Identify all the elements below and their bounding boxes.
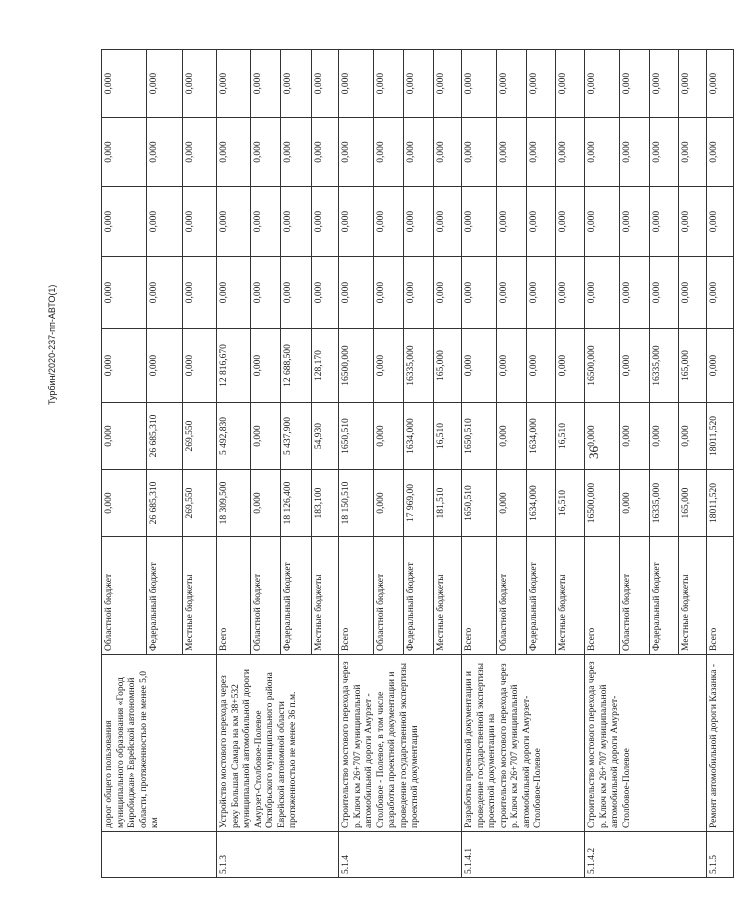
amount-cell: 0,000 xyxy=(339,257,374,329)
table-row xyxy=(339,50,374,878)
table-body xyxy=(102,50,734,878)
funding-source: Областной бюджет xyxy=(497,537,527,655)
amount-cell: 0,000 xyxy=(251,257,281,329)
amount-cell: 0,000 xyxy=(707,257,734,329)
amount-cell: 16335,000 xyxy=(650,470,679,537)
amount-cell: 0,000 xyxy=(183,118,217,187)
amount-cell: 0,000 xyxy=(462,257,497,329)
amount-cell: 0,000 xyxy=(585,257,620,329)
amount-cell: 0,000 xyxy=(339,187,374,257)
amount-cell: 0,000 xyxy=(147,50,183,118)
budget-table xyxy=(101,49,734,878)
funding-source: Всего xyxy=(339,537,374,655)
amount-cell: 54,930 xyxy=(312,403,339,470)
table-row xyxy=(217,50,251,878)
amount-cell: 0,000 xyxy=(404,187,434,257)
amount-cell: 16500,000 xyxy=(585,470,620,537)
funding-source: Областной бюджет xyxy=(102,537,147,655)
funding-source: Местные бюджеты xyxy=(312,537,339,655)
amount-cell: 269,550 xyxy=(183,470,217,537)
funding-source: Областной бюджет xyxy=(374,537,404,655)
amount-cell: 5 437,900 xyxy=(281,403,312,470)
amount-cell: 0,000 xyxy=(217,118,251,187)
amount-cell: 0,000 xyxy=(527,329,556,403)
amount-cell: 0,000 xyxy=(102,470,147,537)
amount-cell: 0,000 xyxy=(374,50,404,118)
amount-cell: 16500,000 xyxy=(339,329,374,403)
funding-source: Всего xyxy=(585,537,620,655)
item-name: Разработка проектной документации и проведение государственной экспертизы проектной документации на строительство мостового перехода через р. Ключ км 26+707 муниципальной автомобильной дороги Амурзет-Столбовое-Полевое xyxy=(462,655,585,832)
item-name: дорог общего пользования муниципального образования «Город Биробиджан» Еврейской автономной области, протяженностью не менее 5,0 км xyxy=(102,655,217,832)
amount-cell: 0,000 xyxy=(679,403,707,470)
amount-cell: 18 309,500 xyxy=(217,470,251,537)
amount-cell: 0,000 xyxy=(102,118,147,187)
amount-cell: 0,000 xyxy=(102,403,147,470)
amount-cell: 16335,000 xyxy=(650,329,679,403)
amount-cell: 0,000 xyxy=(147,187,183,257)
item-code: 5.1.4.2 xyxy=(585,832,707,878)
amount-cell: 0,000 xyxy=(650,118,679,187)
funding-source: Всего xyxy=(462,537,497,655)
amount-cell: 0,000 xyxy=(462,329,497,403)
document-footer: Турбин/2020-237-пп-АВТО(1) xyxy=(47,284,57,405)
funding-source: Местные бюджеты xyxy=(183,537,217,655)
amount-cell: 0,000 xyxy=(102,187,147,257)
table-row xyxy=(707,50,734,878)
amount-cell: 0,000 xyxy=(620,403,650,470)
amount-cell: 0,000 xyxy=(679,257,707,329)
amount-cell: 1634,000 xyxy=(527,470,556,537)
funding-source: Местные бюджеты xyxy=(434,537,462,655)
amount-cell: 165,000 xyxy=(679,470,707,537)
item-code: 5.1.3 xyxy=(217,832,339,878)
amount-cell: 0,000 xyxy=(527,118,556,187)
funding-source: Федеральный бюджет xyxy=(147,537,183,655)
amount-cell: 0,000 xyxy=(585,187,620,257)
amount-cell: 0,000 xyxy=(707,187,734,257)
amount-cell: 0,000 xyxy=(585,50,620,118)
amount-cell: 18011,520 xyxy=(707,470,734,537)
amount-cell: 0,000 xyxy=(434,118,462,187)
amount-cell: 16,510 xyxy=(434,403,462,470)
amount-cell: 0,000 xyxy=(147,118,183,187)
amount-cell: 0,000 xyxy=(404,118,434,187)
funding-source: Всего xyxy=(217,537,251,655)
amount-cell: 16,510 xyxy=(556,470,585,537)
amount-cell: 0,000 xyxy=(251,187,281,257)
amount-cell: 0,000 xyxy=(620,118,650,187)
table-row xyxy=(585,50,620,878)
amount-cell: 0,000 xyxy=(217,257,251,329)
amount-cell: 0,000 xyxy=(374,329,404,403)
amount-cell: 18 126,400 xyxy=(281,470,312,537)
amount-cell: 0,000 xyxy=(281,50,312,118)
amount-cell: 0,000 xyxy=(497,470,527,537)
amount-cell: 1634,000 xyxy=(404,403,434,470)
amount-cell: 0,000 xyxy=(707,118,734,187)
amount-cell: 0,000 xyxy=(183,50,217,118)
amount-cell: 0,000 xyxy=(251,50,281,118)
amount-cell: 0,000 xyxy=(650,50,679,118)
amount-cell: 0,000 xyxy=(585,118,620,187)
amount-cell: 0,000 xyxy=(527,257,556,329)
amount-cell: 0,000 xyxy=(312,257,339,329)
amount-cell: 0,000 xyxy=(527,50,556,118)
amount-cell: 1650,510 xyxy=(339,403,374,470)
amount-cell: 16,510 xyxy=(556,403,585,470)
amount-cell: 0,000 xyxy=(281,257,312,329)
amount-cell: 26 685,310 xyxy=(147,470,183,537)
item-code: 5.1.4 xyxy=(339,832,462,878)
item-name: Ремонт автомобильной дороги Казанка - xyxy=(707,655,734,832)
amount-cell: 0,000 xyxy=(312,118,339,187)
amount-cell: 0,000 xyxy=(620,257,650,329)
amount-cell: 0,000 xyxy=(585,403,620,470)
amount-cell: 0,000 xyxy=(102,257,147,329)
amount-cell: 0,000 xyxy=(183,187,217,257)
item-name: Строительство мостового перехода через р. Ключ км 26+707 муниципальной автомобильной дороги Амурзет-Столбовое-Полевое xyxy=(585,655,707,832)
funding-source: Федеральный бюджет xyxy=(281,537,312,655)
amount-cell: 1634,000 xyxy=(527,403,556,470)
funding-source: Областной бюджет xyxy=(620,537,650,655)
item-code: 5.1.5 xyxy=(707,832,734,878)
table-row xyxy=(102,50,147,878)
amount-cell: 0,000 xyxy=(434,257,462,329)
amount-cell: 0,000 xyxy=(556,50,585,118)
amount-cell: 0,000 xyxy=(620,470,650,537)
amount-cell: 0,000 xyxy=(707,329,734,403)
funding-source: Областной бюджет xyxy=(251,537,281,655)
amount-cell: 0,000 xyxy=(102,329,147,403)
amount-cell: 5 492,830 xyxy=(217,403,251,470)
amount-cell: 0,000 xyxy=(312,50,339,118)
amount-cell: 0,000 xyxy=(434,187,462,257)
amount-cell: 0,000 xyxy=(183,329,217,403)
amount-cell: 12 688,500 xyxy=(281,329,312,403)
amount-cell: 0,000 xyxy=(339,118,374,187)
amount-cell: 0,000 xyxy=(374,403,404,470)
amount-cell: 0,000 xyxy=(497,118,527,187)
amount-cell: 18011,520 xyxy=(707,403,734,470)
item-code: 5.1.4.1 xyxy=(462,832,585,878)
amount-cell: 0,000 xyxy=(374,257,404,329)
amount-cell: 0,000 xyxy=(556,118,585,187)
amount-cell: 18 150,510 xyxy=(339,470,374,537)
amount-cell: 0,000 xyxy=(707,50,734,118)
funding-source: Местные бюджеты xyxy=(679,537,707,655)
amount-cell: 0,000 xyxy=(404,50,434,118)
amount-cell: 1650,510 xyxy=(462,403,497,470)
amount-cell: 0,000 xyxy=(650,257,679,329)
amount-cell: 0,000 xyxy=(312,187,339,257)
amount-cell: 0,000 xyxy=(679,50,707,118)
table-row xyxy=(462,50,497,878)
amount-cell: 16335,000 xyxy=(404,329,434,403)
amount-cell: 0,000 xyxy=(497,187,527,257)
amount-cell: 0,000 xyxy=(556,329,585,403)
amount-cell: 0,000 xyxy=(462,187,497,257)
amount-cell: 0,000 xyxy=(620,50,650,118)
amount-cell: 0,000 xyxy=(374,470,404,537)
amount-cell: 1650,510 xyxy=(462,470,497,537)
amount-cell: 0,000 xyxy=(527,187,556,257)
amount-cell: 0,000 xyxy=(556,257,585,329)
amount-cell: 0,000 xyxy=(497,257,527,329)
amount-cell: 0,000 xyxy=(404,257,434,329)
amount-cell: 0,000 xyxy=(462,118,497,187)
amount-cell: 0,000 xyxy=(679,187,707,257)
amount-cell: 0,000 xyxy=(281,118,312,187)
funding-source: Всего xyxy=(707,537,734,655)
amount-cell: 0,000 xyxy=(374,187,404,257)
amount-cell: 0,000 xyxy=(147,257,183,329)
amount-cell: 0,000 xyxy=(251,329,281,403)
amount-cell: 181,510 xyxy=(434,470,462,537)
amount-cell: 0,000 xyxy=(556,187,585,257)
amount-cell: 165,000 xyxy=(434,329,462,403)
amount-cell: 0,000 xyxy=(217,50,251,118)
amount-cell: 0,000 xyxy=(281,187,312,257)
funding-source: Федеральный бюджет xyxy=(650,537,679,655)
funding-source: Федеральный бюджет xyxy=(404,537,434,655)
amount-cell: 0,000 xyxy=(183,257,217,329)
amount-cell: 128,170 xyxy=(312,329,339,403)
amount-cell: 17 969,00 xyxy=(404,470,434,537)
amount-cell: 12 816,670 xyxy=(217,329,251,403)
amount-cell: 0,000 xyxy=(102,50,147,118)
amount-cell: 16500,000 xyxy=(585,329,620,403)
amount-cell: 0,000 xyxy=(374,118,404,187)
amount-cell: 0,000 xyxy=(620,187,650,257)
item-name: Строительство мостового перехода через р. Ключ км 26+707 муниципальной автомобильной дороги Амурзет - Столбовое - Полевое, в том числе разработка проектной документации и проведение государственной экспертизы проектной документации xyxy=(339,655,462,832)
amount-cell: 0,000 xyxy=(679,118,707,187)
amount-cell: 269,550 xyxy=(183,403,217,470)
amount-cell: 183,100 xyxy=(312,470,339,537)
amount-cell: 0,000 xyxy=(497,403,527,470)
item-code xyxy=(102,832,217,878)
funding-source: Федеральный бюджет xyxy=(527,537,556,655)
amount-cell: 26 685,310 xyxy=(147,403,183,470)
item-name: Устройство мостового перехода через реку Большая Самара на км 38+532 муниципальной автомобильной дороги Амурзет-Столбовое-Полевое Октябрьского муниципального района Еврейской автономной области протяженностью не менее 36 п.м. xyxy=(217,655,339,832)
amount-cell: 165,000 xyxy=(679,329,707,403)
amount-cell: 0,000 xyxy=(217,187,251,257)
amount-cell: 0,000 xyxy=(251,470,281,537)
amount-cell: 0,000 xyxy=(147,329,183,403)
amount-cell: 0,000 xyxy=(497,329,527,403)
amount-cell: 0,000 xyxy=(650,187,679,257)
amount-cell: 0,000 xyxy=(650,403,679,470)
amount-cell: 0,000 xyxy=(251,403,281,470)
page-number: 36 xyxy=(586,446,601,459)
amount-cell: 0,000 xyxy=(462,50,497,118)
amount-cell: 0,000 xyxy=(620,329,650,403)
amount-cell: 0,000 xyxy=(434,50,462,118)
funding-source: Местные бюджеты xyxy=(556,537,585,655)
amount-cell: 0,000 xyxy=(497,50,527,118)
amount-cell: 0,000 xyxy=(339,50,374,118)
amount-cell: 0,000 xyxy=(251,118,281,187)
